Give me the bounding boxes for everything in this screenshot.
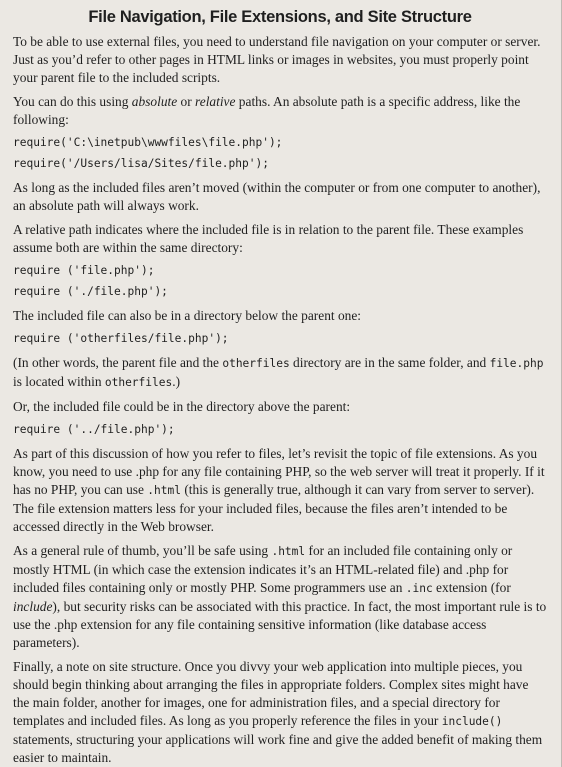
sidebar-title: File Navigation, File Extensions, and Site Structure bbox=[88, 8, 472, 26]
text: .) bbox=[172, 374, 181, 389]
code-line-below: require ('otherfiles/file.php'); bbox=[13, 332, 229, 345]
code-include-function: include() bbox=[441, 715, 503, 728]
code-line-absolute-windows: require('C:\inetpub\wwwfiles\file.php'); bbox=[13, 136, 283, 149]
paragraph-relative: A relative path indicates where the included file is in relation to the parent file. These examples assume both are within the same directory: bbox=[13, 222, 524, 255]
code-otherfiles: otherfiles bbox=[222, 357, 290, 370]
term-absolute: absolute bbox=[131, 94, 178, 109]
text: statements, structuring your applications will work fine and give the added benefit of making them easier to maintain. bbox=[13, 732, 543, 765]
paragraph-absolute-note: As long as the included files aren’t moved (within the computer or from one computer to another), an absolute path will always work. bbox=[13, 180, 541, 213]
code-filephp: file.php bbox=[489, 357, 544, 370]
paragraph-paths bbox=[13, 93, 547, 129]
paragraph-above: Or, the included file could be in the directory above the parent: bbox=[13, 399, 351, 414]
text: is located within bbox=[13, 374, 105, 389]
text: directory are in the same folder, and bbox=[289, 355, 490, 370]
code-html-extension: .html bbox=[147, 484, 181, 497]
text: As part of this discussion of how you refer to files, let’s revisit the topic of file extensions. As you know, you need to use .php for any file containing PHP, so the web server will treat it properly. If it has no PHP, you can use bbox=[13, 446, 545, 497]
text: extension (for bbox=[432, 580, 511, 595]
term-include: include bbox=[13, 599, 53, 614]
text: (In other words, the parent file and the bbox=[13, 355, 223, 370]
text: (this is generally true, although it can vary from server to server). The file extension matters less for your included files, because the files aren’t intended to be accessed directly in the Web browser. bbox=[13, 482, 535, 534]
code-line-absolute-mac: require('/Users/lisa/Sites/file.php'); bbox=[13, 157, 269, 170]
text: or bbox=[177, 94, 196, 109]
text: for an included file containing only or mostly HTML (in which case the extension indicates it’s an HTML-related file) and .php for included files containing only or mostly PHP. Some programmers use an bbox=[13, 543, 513, 595]
code-line-relative-2: require ('./file.php'); bbox=[13, 285, 168, 298]
text: As a general rule of thumb, you’ll be safe using bbox=[13, 543, 272, 558]
paragraph-rule-of-thumb bbox=[13, 542, 547, 652]
code-inc-extension: .inc bbox=[405, 582, 433, 595]
paragraph-below: The included file can also be in a directory below the parent one: bbox=[13, 308, 362, 323]
paragraph-in-other-words bbox=[13, 354, 547, 392]
code-html-extension: .html bbox=[271, 545, 306, 558]
paragraph-site-structure bbox=[13, 658, 547, 767]
text: paths. An absolute path is a specific address, like the following: bbox=[13, 94, 521, 127]
code-line-above: require ('../file.php'); bbox=[13, 423, 175, 436]
text: Finally, a note on site structure. Once you divvy your web application into multiple pieces, you should begin thinking about arranging the files in appropriate folders. Complex sites might have the main folder, another for images, one for administration files, and a special directory for templates and included files. As long as you properly reference the files in your bbox=[13, 659, 529, 728]
paragraph-extensions bbox=[13, 445, 547, 536]
text: ), but security risks can be associated with this practice. In fact, the most important rule is to use the .php extension for any file containing sensitive information (like database access parameters). bbox=[13, 599, 547, 650]
code-line-relative-1: require ('file.php'); bbox=[13, 264, 155, 277]
code-otherfiles: otherfiles bbox=[104, 376, 173, 389]
term-relative: relative bbox=[195, 94, 236, 109]
paragraph-intro: To be able to use external files, you need to understand file navigation on your computer or server. Just as you’d refer to other pages in HTML links or images in websites, you must properly point your parent file to the included scripts. bbox=[13, 34, 541, 85]
text: You can do this using bbox=[13, 94, 132, 109]
